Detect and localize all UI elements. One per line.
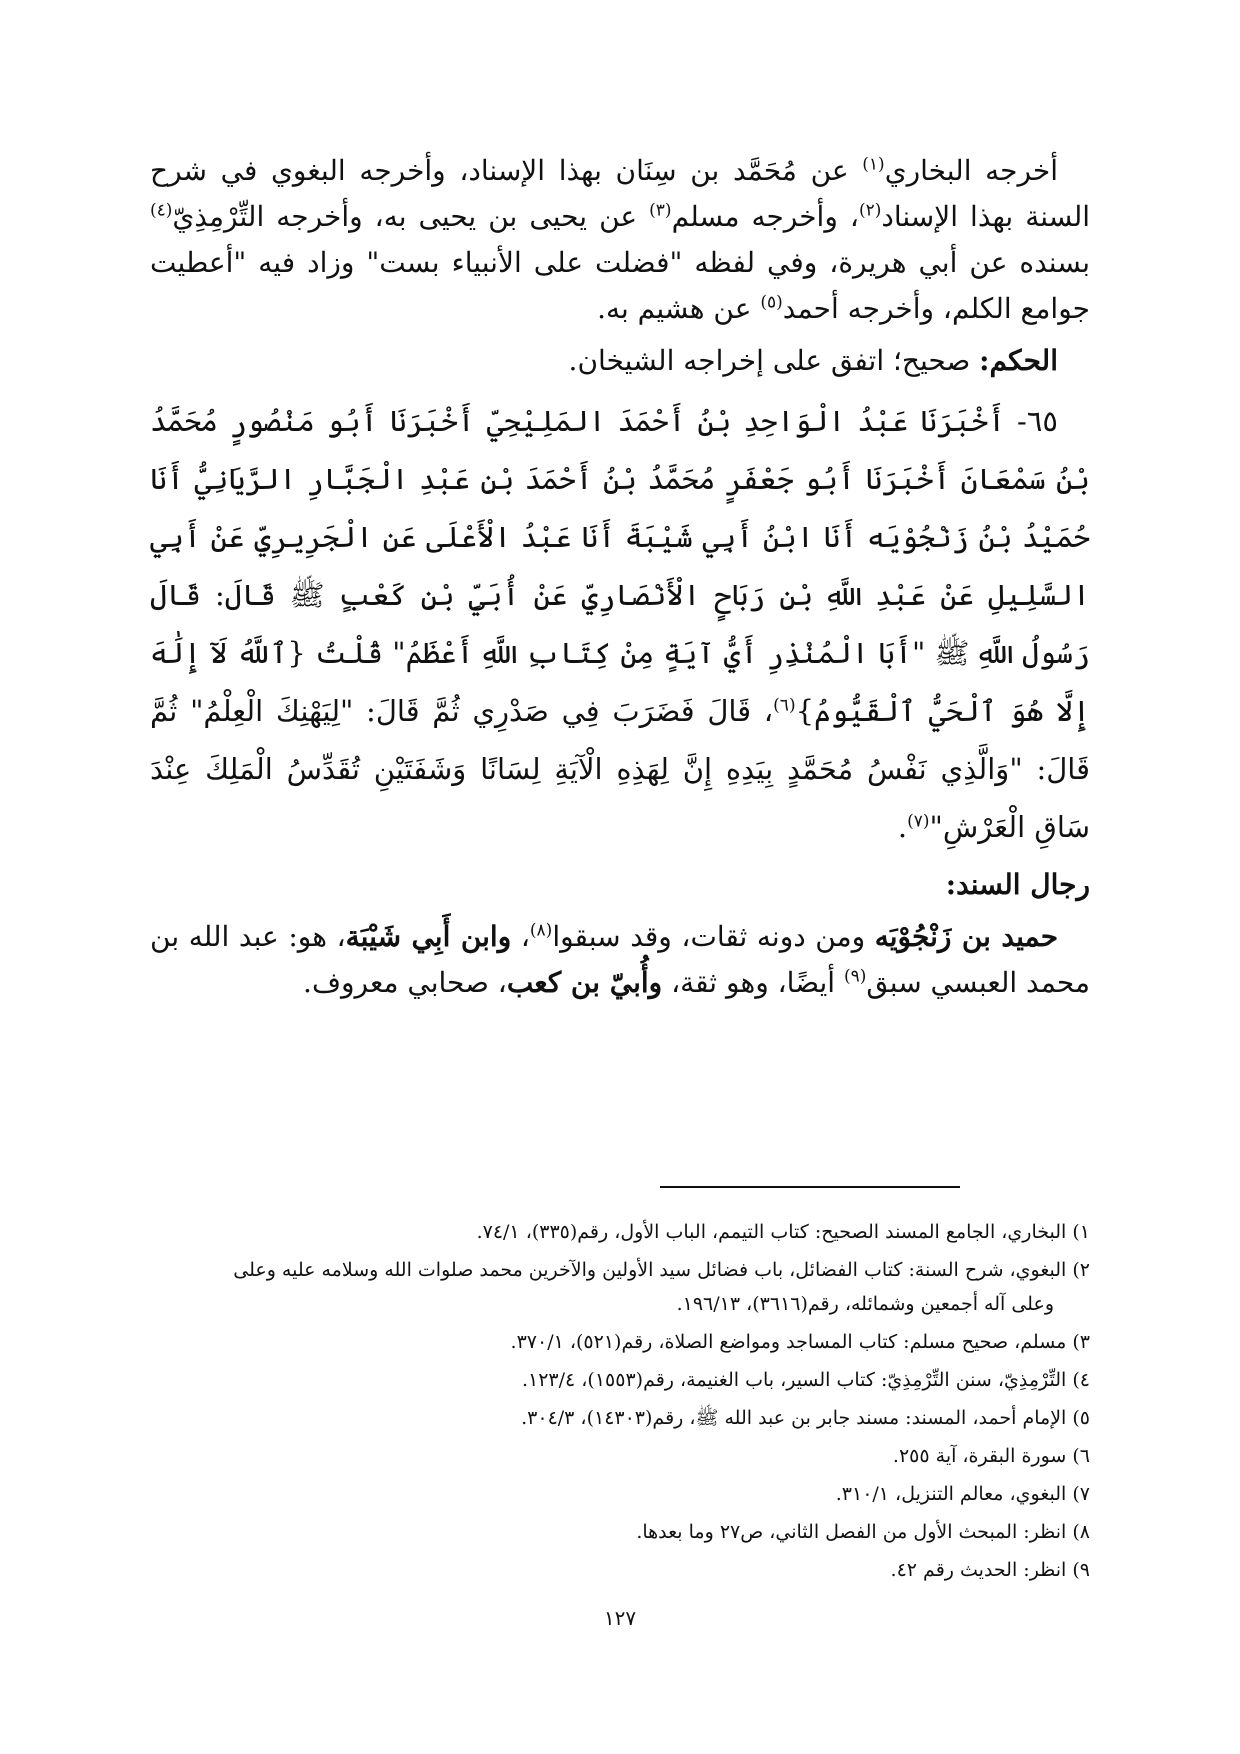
page-number: ١٢٧ (603, 1606, 637, 1630)
footnote-4: ٤) التِّرْمِذِيّ، سنن التِّرْمِذِيّ: كتاب السير، باب الغنيمة، رقم(١٥٥٣)، ١٢٣/٤. (521, 1369, 1090, 1391)
footnote-9: ٩) انظر: الحديث رقم ٤٢. (890, 1559, 1090, 1581)
footnote-ref-7[interactable]: (٧) (907, 811, 930, 832)
footnote-5: ٥) الإمام أحمد، المسند: مسند جابر بن عبد الله ﷺ، رقم(١٤٣٠٣)، ٣٠٤/٣. (521, 1407, 1090, 1429)
footnote-ref-2[interactable]: (٢) (858, 200, 882, 221)
text-run: عن هشيم به. (597, 292, 761, 325)
main-text (150, 148, 1090, 1006)
verdict-label: الحكم: (979, 344, 1058, 377)
footnote-2 (150, 1253, 1090, 1321)
narrators-heading: رجال السند: (945, 868, 1090, 901)
footnote-separator (660, 1186, 960, 1188)
text-run: ، (511, 920, 530, 953)
text-run: ، وأخرجه مسلم (671, 200, 859, 233)
hadith-number: ٦٥- (1017, 404, 1058, 438)
footnote-2-line-1: ٢) البغوي، شرح السنة: كتاب الفضائل، باب فضائل سيد الأولين والآخرين محمد صلوات الله وسلامه عليه وعلى (233, 1259, 1090, 1281)
footnote-2-line-2: وعلى آله أجمعين وشمائله، رقم(٣٦١٦)، ١٩٦/١٣. (676, 1293, 1054, 1315)
footnote-ref-6[interactable]: (٦) (773, 695, 796, 716)
text-run: أيضًا، وهو ثقة، (662, 966, 844, 999)
verdict-text: صحيح؛ اتفق على إخراجه الشيخان. (568, 344, 980, 377)
text-run: ، صحابي معروف. (303, 966, 507, 999)
text-run: بسنده عن أبي هريرة، وفي لفظه "فضلت على الأنبياء بست" وزاد فيه "أعطيت جوامع الكلم، وأخرجه أحمد (150, 246, 1090, 325)
text-run: ومن دونه ثقات، وقد سبقوا (552, 920, 875, 953)
footnote-ref-5[interactable]: (٥) (760, 292, 783, 313)
text-run: عن مُحَمَّد بن سِنَان بهذا الإسناد، وأخرجه البغوي في شرح السنة بهذا الإسناد (150, 154, 1091, 233)
narrator-name: حميد بن زَنْجُوْيَه (874, 920, 1059, 953)
footnote-7: ٧) البغوي، معالم التنزيل، ٣١٠/١. (835, 1483, 1090, 1505)
narrator-name: وأُبيّ بن كعب (506, 966, 663, 999)
hadith-text: أَخْبَرَنَا عَبْدُ الْوَاحِدِ بْنُ أَحْمَدَ المَلِيْحِيّ أَخْبَرَنَا أَبُو مَنْصُورٍ مُحَمَّدُ بْنُ سَمْعَانَ أَخْبَرَنَا أَبُو جَعْفَرٍ مُحَمَّدُ بْنُ أَحْمَدَ بْنِ عَبْدِ الْجَبَّارِ الرَّيَانِيُّ أَنَا حُمَيْدُ بْنُ زَنْجُوْيَه أَنَا ابْنُ أَبِي شَيْبَةَ أَنَا عَبْدُ الْأَعْلَى عَنِ الْجَرِيرِيِّ عَنْ أَبِي السَّلِيلِ عَنْ عَبْدِ اللَّهِ بْنِ رَبَاحٍ الْأَنْصَارِيِّ عَنْ أُبَيِّ بْنِ كَعْبٍ ﷺ قَالَ: قَالَ رَسُولُ اللَّهِ ﷺ "أَبَا الْمُنْذِرِ أَيُّ آيَةٍ مِنْ كِتَابِ اللَّهِ أَعْظَمُ" قُلْتُ {ٱللَّهُ لَآ إِلَٰهَ إِلَّا هُوَ ٱلْحَيُّ ٱلْقَيُّومُ} (150, 404, 1090, 728)
narrators-paragraph (150, 914, 1090, 1006)
footnote-ref-4[interactable]: (٤) (150, 200, 173, 221)
footnote-ref-3[interactable]: (٣) (649, 200, 672, 221)
verdict-paragraph (150, 338, 1090, 384)
narrator-name: وابن أَبِي شَيْبَة (345, 920, 512, 953)
footnote-3: ٣) مسلم، صحيح مسلم: كتاب المساجد ومواضع الصلاة، رقم(٥٢١)، ٣٧٠/١. (510, 1331, 1090, 1353)
footnote-ref-8[interactable]: (٨) (529, 920, 553, 941)
hadith-text: . (897, 810, 908, 844)
footnote-6: ٦) سورة البقرة، آية ٢٥٥. (892, 1445, 1090, 1467)
footnote-ref-1[interactable]: (١) (862, 154, 885, 175)
text-run: ، هو: عبد الله بن محمد العبسي سبق (150, 920, 1090, 999)
text-run: عن يحيى بن يحيى به، وأخرجه التِّرْمِذِيّ (172, 200, 650, 233)
text-run: أخرجه البخاري (884, 154, 1059, 187)
footnote-1: ١) البخاري، الجامع المسند الصحيح: كتاب التيمم، الباب الأول، رقم(٣٣٥)، ٧٤/١. (476, 1221, 1090, 1243)
hadith-text: ، قَالَ فَضَرَبَ فِي صَدْرِي ثُمَّ قَالَ: "لِيَهْنِكَ الْعِلْمُ" ثُمَّ قَالَ: "وَالَّذِي نَفْسُ مُحَمَّدٍ بِيَدِهِ إِنَّ لِهَذِهِ الْآيَةِ لِسَانًا وَشَفَتَيْنِ تُقَدِّسُ الْمَلِكَ عِنْدَ سَاقِ الْعَرْشِ" (150, 694, 1090, 844)
footnotes-list (150, 1215, 1090, 1591)
footnote-8: ٨) انظر: المبحث الأول من الفصل الثاني، ص٢٧ وما بعدها. (636, 1521, 1090, 1543)
takhrij-paragraph (150, 148, 1090, 332)
footnote-ref-9[interactable]: (٩) (843, 966, 867, 987)
hadith-paragraph (150, 392, 1090, 856)
